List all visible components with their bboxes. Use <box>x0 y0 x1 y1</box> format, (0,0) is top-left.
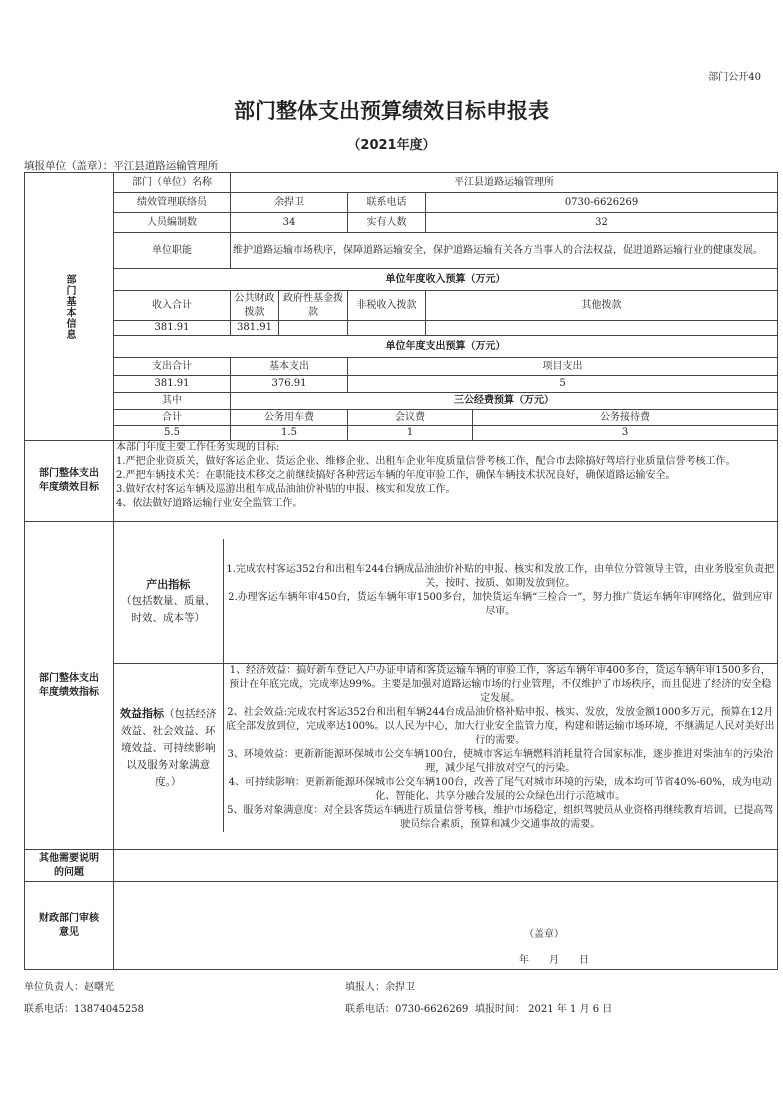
expense-header: 单位年度支出预算（万元） <box>114 336 778 358</box>
output-line: 2.办理客运车辆年审450台，货运车辆年审1500多台，加快货运车辆“三检合一”，努力推广货运车辆年审网络化，做到应审尽审。 <box>228 592 773 617</box>
income-col: 政府性基金拨款 <box>279 291 348 321</box>
income-col: 公共财政拨款 <box>231 291 279 321</box>
contact-label: 绩效管理联络员 <box>114 193 231 213</box>
goal-line: 3.做好农村客运车辆及巡游出租车成品油油价补贴的申报、核实和发放工作。 <box>116 484 456 495</box>
income-header: 单位年度收入预算（万元） <box>114 269 778 291</box>
income-value <box>426 321 778 336</box>
of-which-label: 其中 <box>114 393 231 410</box>
duty-label: 单位职能 <box>114 233 231 269</box>
finance-content <box>114 882 778 970</box>
expense-col: 基本支出 <box>231 358 348 376</box>
income-col: 非税收入拨款 <box>348 291 426 321</box>
sangong-col: 会议费 <box>348 410 473 426</box>
indicators-table <box>114 539 777 833</box>
output-indicator-label: 产出指标 （包括数量、质量、时效、成本等） <box>114 539 223 664</box>
actual-value: 32 <box>426 213 778 233</box>
sangong-col: 公务接待费 <box>473 410 778 426</box>
sangong-value: 1.5 <box>231 426 348 441</box>
expense-value: 381.91 <box>114 376 231 393</box>
name-value: 平江县道路运输管理所 <box>231 173 778 193</box>
output-indicator-content <box>223 539 777 664</box>
indicators-label: 部门整体支出年度绩效指标 <box>25 522 114 850</box>
goal-line: 本部门年度主要工作任务实现的目标: <box>116 442 280 453</box>
leader-phone: 联系电话：13874045258 <box>24 1004 144 1015</box>
staff-value: 34 <box>231 213 348 233</box>
goals-content <box>114 441 778 522</box>
finance-label: 财政部门审核意见 <box>25 882 114 970</box>
output-line: 1.完成农村客运352台和出租车244台辆成品油油价补贴的申报、核实和发放工作，由单位分管领导主管，由业务股室负责把关，按时、按质、如期发放到位。 <box>226 564 775 589</box>
staff-label: 人员编制数 <box>114 213 231 233</box>
basic-info-label: 部门基本信息 <box>25 173 114 441</box>
expense-value: 5 <box>348 376 778 393</box>
benefit-line: 5、服务对象满意度：对全县客货运车辆进行质量信誉考核，维护市场稳定，组织驾驶员从业资格再继续教育培训，已提高驾驶员综合素质，预算和减少交通事故的需要。 <box>227 805 774 831</box>
benefit-line: 2、社会效益:完成农村客运352台和出租车辆244台成品油价格补贴申报、核实、发放，发放金额1000多万元，预算在12月底全部发放到位，完成率达100%。以人民为中心，加大行业安全监管力度，构建和谐运输市场环境，不继满足人民对美好出行的需要。 <box>225 707 775 747</box>
sangong-value: 1 <box>348 426 473 441</box>
sangong-col: 合计 <box>114 410 231 426</box>
expense-col: 项目支出 <box>348 358 778 376</box>
phone-value: 0730-6626269 <box>426 193 778 213</box>
sangong-value: 3 <box>473 426 778 441</box>
date-text: 年 月 日 <box>519 955 589 966</box>
income-col: 其他拨款 <box>426 291 778 321</box>
seal-text: （盖章） <box>524 929 564 940</box>
actual-label: 实有人数 <box>348 213 426 233</box>
goals-label: 部门整体支出年度绩效目标 <box>25 441 114 522</box>
other-label: 其他需要说明的问题 <box>25 850 114 882</box>
name-label: 部门（单位）名称 <box>114 173 231 193</box>
page-title: 部门整体支出预算绩效目标申报表 <box>234 99 549 123</box>
income-value <box>279 321 348 336</box>
goal-line: 2.严把车辆技术关：在职能技术移交之前继续搞好各种营运车辆的年度审验工作，确保车辆技术状况良好，确保道路运输安全。 <box>116 470 676 481</box>
indicators-cell <box>114 522 778 850</box>
leader: 单位负责人：赵曙光 <box>24 982 114 993</box>
fill-unit: 填报单位（盖章）：平江县道路运输管理所 <box>24 160 219 172</box>
sangong-header: 三公经费预算（万元） <box>231 393 778 410</box>
duty-value: 维护道路运输市场秩序，保障道路运输安全，保护道路运输有关各方当事人的合法权益，促进道路运输行业的健康发展。 <box>231 233 778 269</box>
benefit-indicator-content <box>223 664 777 833</box>
phone-label: 联系电话 <box>348 193 426 213</box>
benefit-line: 3、环境效益：更新新能源环保城市公交车辆100台，使城市客运车辆燃料消耗量符合国家标准，逐步推进对柴油车的污染治理，减少尾气排放对空气的污染。 <box>227 749 773 775</box>
income-value <box>348 321 426 336</box>
filler-phone: 联系电话：0730-6626269 <box>345 1004 469 1015</box>
page-label: 部门公开40 <box>708 72 761 83</box>
filler: 填报人：余捍卫 <box>345 982 415 993</box>
benefit-indicator-label: 效益指标（包括经济效益、社会效益、环境效益、可持续影响以及服务对象满意度。） <box>114 664 223 833</box>
income-value: 381.91 <box>114 321 231 336</box>
sangong-col: 公务用车费 <box>231 410 348 426</box>
other-content <box>114 850 778 882</box>
income-col: 收入合计 <box>114 291 231 321</box>
expense-col: 支出合计 <box>114 358 231 376</box>
declaration-table <box>24 172 778 970</box>
contact-value: 余捍卫 <box>231 193 348 213</box>
fill-time: 填报时间： 2021 年 1 月 6 日 <box>475 1004 613 1015</box>
benefit-line: 4、可持续影响：更新新能源环保城市公交车辆100台，改善了尾气对城市环境的污染，成本均可节省40%-60%，成为电动化、智能化、共享分融合发展的公众绿色出行示范城市。 <box>228 777 772 803</box>
goal-line: 4、依法做好道路运输行业安全监管工作。 <box>116 498 303 509</box>
year-subtitle: （2021年度） <box>347 138 436 153</box>
sangong-value: 5.5 <box>114 426 231 441</box>
expense-value: 376.91 <box>231 376 348 393</box>
goal-line: 1.严把企业资质关，做好客运企业、货运企业、维修企业、出租车企业年度质量信誉考核工作，配合市去除搞好驾培行业质量信誉考核工作。 <box>116 456 736 467</box>
income-value: 381.91 <box>231 321 279 336</box>
benefit-line: 1、经济效益：搞好新车登记入户办证申请和客货运输车辆的审验工作，客运车辆年审400多台，货运车辆年审1500多台，预计在年底完成，完成率达99%。主要是加强对道路运输市场的行业管理，不仅维护了市场秩序，而且促进了经济的安全稳定发展。 <box>229 665 772 705</box>
